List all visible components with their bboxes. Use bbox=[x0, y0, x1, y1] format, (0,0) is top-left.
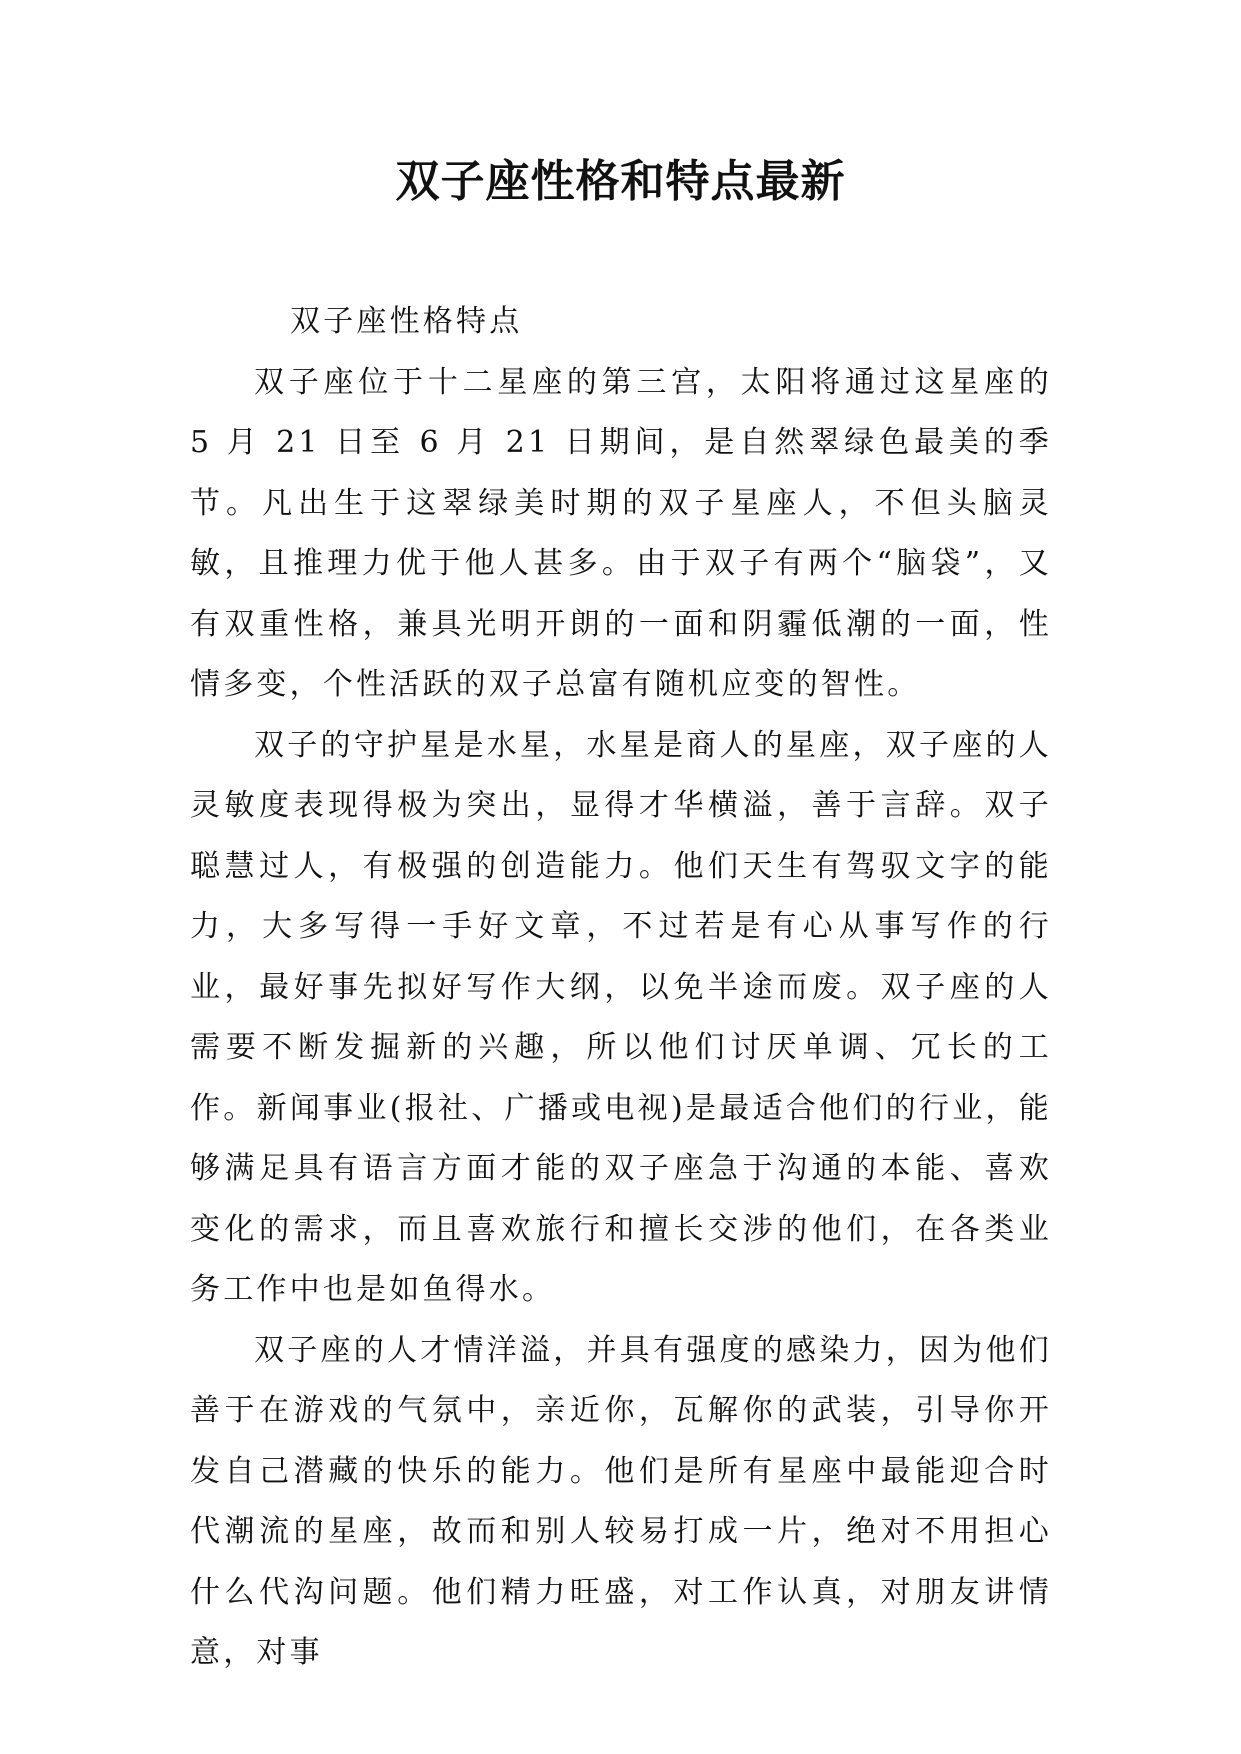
document-title: 双子座性格和特点最新 bbox=[395, 156, 846, 207]
paragraph-1: 双子座位于十二星座的第三宫，太阳将通过这星座的 5 月 21 日至 6 月 21 日期间，是自然翠绿色最美的季节。凡出生于这翠绿美时期的双子星座人，不但头脑灵敏，且推理力优于他人甚多。由于双子有两个“脑袋”，又有双重性格，兼具光明开朗的一面和阴霾低潮的一面，性情多变，个性活跃的双子总富有随机应变的智性。 bbox=[190, 364, 1052, 702]
section-heading: 双子座性格特点 bbox=[290, 304, 523, 339]
paragraph-2: 双子的守护星是水星，水星是商人的星座，双子座的人灵敏度表现得极为突出，显得才华横溢，善于言辞。双子聪慧过人，有极强的创造能力。他们天生有驾驭文字的能力，大多写得一手好文章，不过若是有心从事写作的行业，最好事先拟好写作大纲，以免半途而废。双子座的人需要不断发掘新的兴趣，所以他们讨厌单调、冗长的工作。新闻事业(报社、广播或电视)是最适合他们的行业，能够满足具有语言方面才能的双子座急于沟通的本能、喜欢变化的需求，而且喜欢旅行和擅长交涉的他们，在各类业务工作中也是如鱼得水。 bbox=[190, 727, 1052, 1307]
document-body bbox=[190, 292, 1052, 1684]
paragraph-3: 双子座的人才情洋溢，并具有强度的感染力，因为他们善于在游戏的气氛中，亲近你，瓦解你的武装，引导你开发自己潜藏的快乐的能力。他们是所有星座中最能迎合时代潮流的星座，故而和别人较易打成一片，绝对不用担心什么代沟问题。他们精力旺盛，对工作认真，对朋友讲情意，对事 bbox=[190, 1332, 1052, 1670]
